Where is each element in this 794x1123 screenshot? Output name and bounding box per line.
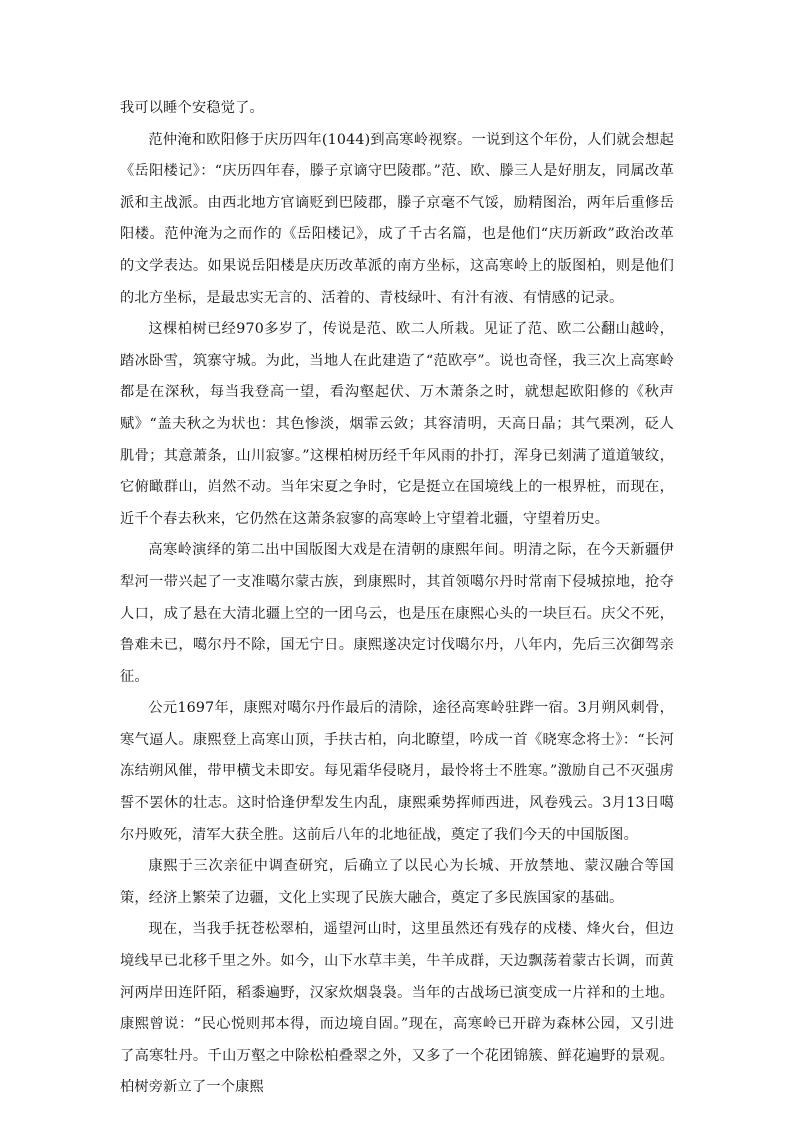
paragraph-4: 高寒岭演绎的第二出中国版图大戏是在清朝的康熙年间。明清之际，在今天新疆伊犁河一带兴起了一支准噶尔蒙古族，到康熙时，其首领噶尔丹时常南下侵城掠地，抢夺人口，成了悬在大清北疆上空的一团乌云，也是压在康熙心头的一块巨石。庆父不死，鲁难未已，噶尔丹不除，国无宁日。康熙遂决定讨伐噶尔丹，八年内，先后三次御驾亲征。 [120,542,674,685]
paragraph-5: 公元1697年，康熙对噶尔丹作最后的清除，途径高寒岭驻跸一宿。3月朔风刺骨，寒气逼人。康熙登上高寒山顶，手扶古柏，向北瞭望，吟成一首《晓寒念将士》：“长河冻结朔风催，带甲横戈未即安。每见霜华侵晓月，最怜将士不胜寒。”激励自己不灭强虏誓不罢休的壮志。这时恰逢伊犁发生内乱，康熙乘势挥师西进，风卷残云。3月13日噶尔丹败死，清军大获全胜。这前后八年的北地征战，奠定了我们今天的中国版图。 [120,700,674,843]
paragraph-3: 这棵柏树已经970多岁了，传说是范、欧二人所栽。见证了范、欧二公翻山越岭，踏冰卧雪，筑寨守城。为此，当地人在此建造了“范欧亭”。说也奇怪，我三次上高寒岭都是在深秋，每当我登高一望，看沟壑起伏、万木萧条之时，就想起欧阳修的《秋声赋》“盖夫秋之为状也：其色惨淡，烟霏云敛；其容清明，天高日晶；其气栗冽，砭人肌骨；其意萧条，山川寂寥。”这棵柏树历经千年风雨的扑打，浑身已刻满了道道皱纹，它俯瞰群山，岿然不动。当年宋夏之争时，它是挺立在国境线上的一根界桩，而现在，近千个春去秋来，它仍然在这萧条寂寥的高寒岭上守望着北疆，守望着历史。 [120,321,674,527]
paragraph-6: 康熙于三次亲征中调查研究，后确立了以民心为长城、开放禁地、蒙汉融合等国策，经济上繁荣了边疆，文化上实现了民族大融合，奠定了多民族国家的基础。 [120,858,674,906]
paragraph-2: 范仲淹和欧阳修于庆历四年(1044)到高寒岭视察。一说到这个年份，人们就会想起《岳阳楼记》：“庆历四年春，滕子京谪守巴陵郡。”范、欧、滕三人是好朋友，同属改革派和主战派。由西北地方官谪贬到巴陵郡，滕子京毫不气馁，励精图治，两年后重修岳阳楼。范仲淹为之而作的《岳阳楼记》，成了千古名篇，也是他们“庆历新政”政治改革的文学表达。如果说岳阳楼是庆历改革派的南方坐标，这高寒岭上的版图柏，则是他们的北方坐标，是最忠实无言的、活着的、青枝绿叶、有汁有液、有情感的记录。 [120,131,674,306]
paragraph-7: 现在，当我手抚苍松翠柏，遥望河山时，这里虽然还有残存的戍楼、烽火台，但边境线早已北移千里之外。如今，山下水草丰美，牛羊成群，天边飘荡着蒙古长调，而黄河两岸田连阡陌，稻黍遍野，汉家炊烟袅袅。当年的古战场已演变成一片祥和的土地。康熙曾说：“民心悦则邦本得，而边境自固。”现在，高寒岭已开辟为森林公园，又引进了高寒牡丹。千山万壑之中除松柏叠翠之外，又多了一个花团锦簇、鲜花遍野的景观。柏树旁新立了一个康熙 [120,921,674,1096]
document-page [120,93,674,1104]
paragraph-1: 我可以睡个安稳觉了。 [120,100,264,116]
